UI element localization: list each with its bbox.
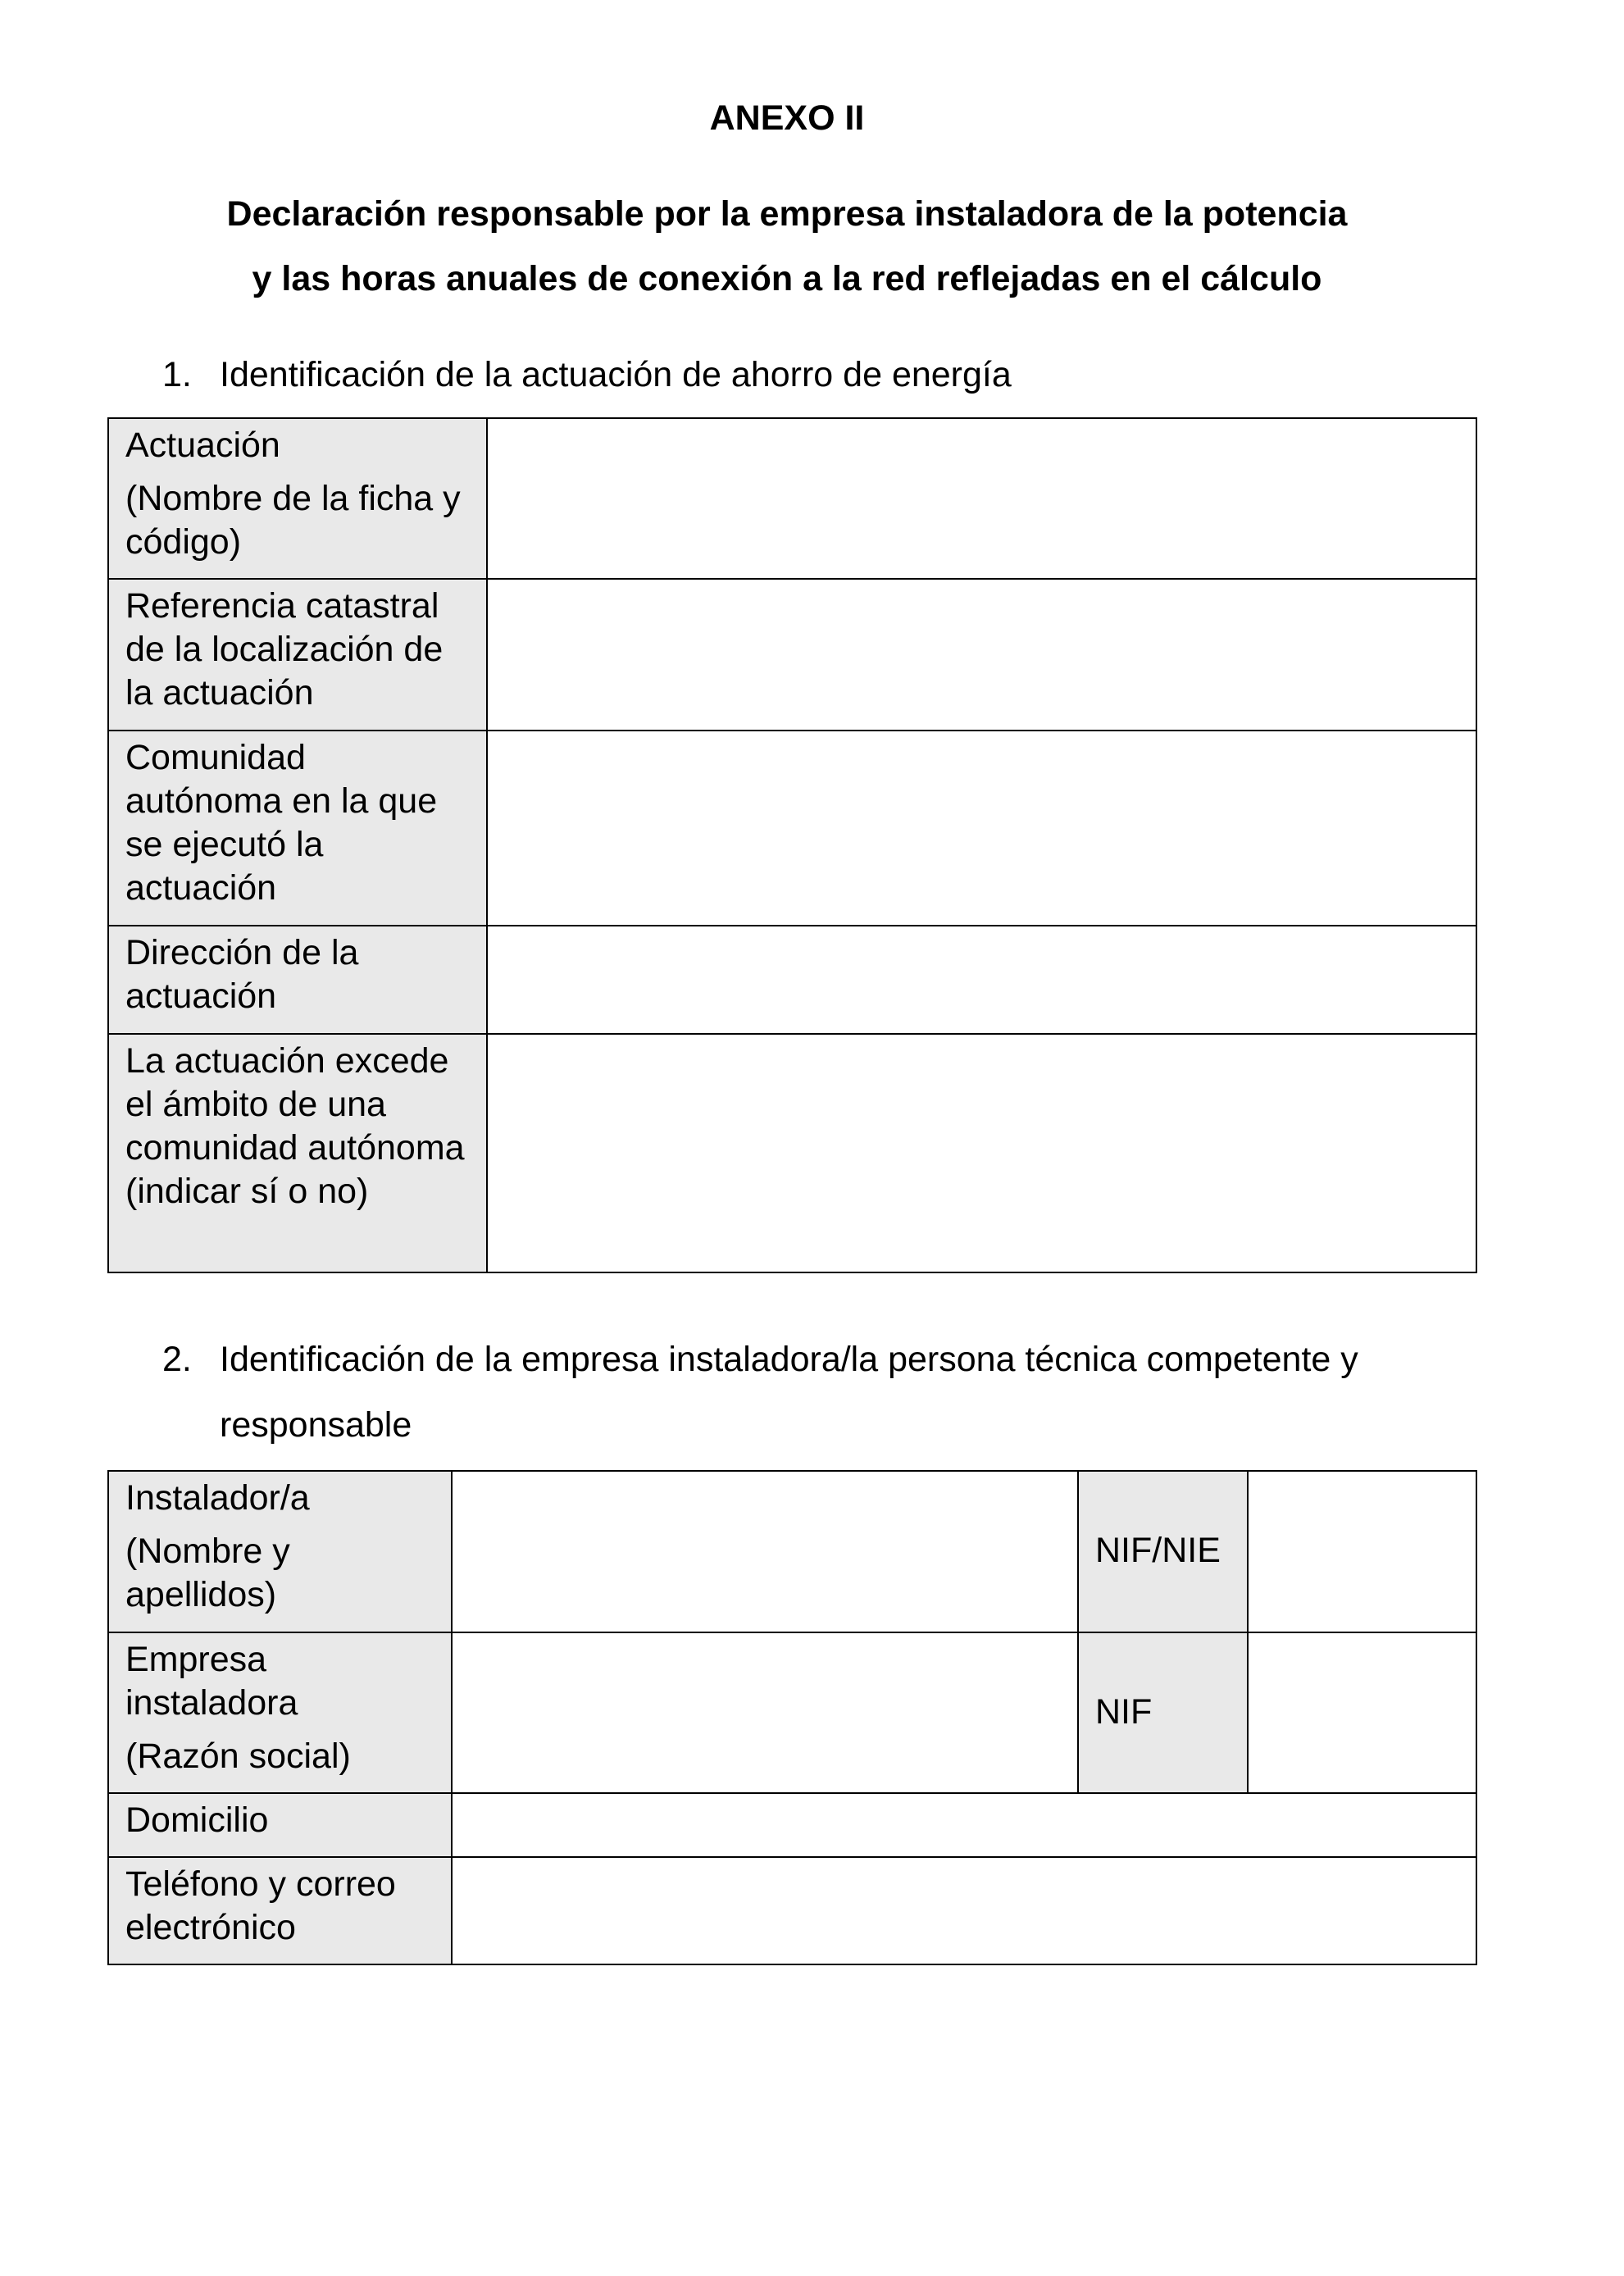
company-name-field[interactable] <box>452 1632 1078 1793</box>
autonomous-community-label: Comunidad autónoma en la que se ejecutó la actuación <box>125 738 438 908</box>
section-1-number: 1. <box>162 355 192 394</box>
cadastral-reference-label-cell <box>108 579 487 731</box>
exceeds-community-field[interactable] <box>487 1034 1476 1272</box>
installer-nif-nie-field[interactable] <box>1248 1471 1476 1632</box>
action-label-note: (Nombre de la ficha y código) <box>125 479 461 562</box>
cadastral-reference-label: Referencia catastral de la localización de la actuación <box>125 586 444 712</box>
address-label-cell <box>108 1793 452 1857</box>
document-subtitle <box>0 182 1574 312</box>
exceeds-community-label-cell <box>108 1034 487 1272</box>
table-row <box>108 1632 1476 1793</box>
section-1-heading <box>162 342 1490 407</box>
installer-identification-table <box>107 1470 1477 1965</box>
subtitle-line-2: y las horas anuales de conexión a la red reflejadas en el cálculo <box>252 259 1322 298</box>
action-label: Actuación <box>125 426 280 465</box>
action-field[interactable] <box>487 418 1476 579</box>
action-address-field[interactable] <box>487 926 1476 1034</box>
action-address-label: Dirección de la actuación <box>125 933 359 1016</box>
section-2-number: 2. <box>162 1340 192 1379</box>
section-2-title-line-2: responsable <box>220 1405 412 1445</box>
action-identification-table <box>107 417 1477 1273</box>
address-label: Domicilio <box>125 1800 269 1840</box>
annex-title: ANEXO II <box>709 98 865 138</box>
address-field[interactable] <box>452 1793 1476 1857</box>
table-row <box>108 1471 1476 1632</box>
table-row <box>108 926 1476 1034</box>
table-row <box>108 579 1476 731</box>
installer-name-label-note: (Nombre y apellidos) <box>125 1532 290 1614</box>
company-label-cell <box>108 1632 452 1793</box>
contact-label-cell <box>108 1857 452 1964</box>
company-label-note: (Razón social) <box>125 1737 351 1776</box>
installer-name-label: Instalador/a <box>125 1478 310 1518</box>
company-nif-label: NIF <box>1078 1632 1248 1793</box>
section-2-heading <box>162 1327 1490 1458</box>
autonomous-community-label-cell <box>108 731 487 926</box>
autonomous-community-field[interactable] <box>487 731 1476 926</box>
section-2-title-line-1: Identificación de la empresa instaladora/la persona técnica competente y <box>220 1340 1358 1379</box>
table-row <box>108 1034 1476 1272</box>
contact-label: Teléfono y correo electrónico <box>125 1864 396 1947</box>
action-address-label-cell <box>108 926 487 1034</box>
section-1-title: Identificación de la actuación de ahorro de energía <box>220 355 1012 394</box>
table-row <box>108 731 1476 926</box>
contact-field[interactable] <box>452 1857 1476 1964</box>
table-row <box>108 1793 1476 1857</box>
subtitle-line-1: Declaración responsable por la empresa instaladora de la potencia <box>226 194 1348 234</box>
cadastral-reference-field[interactable] <box>487 579 1476 731</box>
installer-nif-nie-label: NIF/NIE <box>1078 1471 1248 1632</box>
installer-name-field[interactable] <box>452 1471 1078 1632</box>
action-label-cell <box>108 418 487 579</box>
table-row <box>108 418 1476 579</box>
exceeds-community-label: La actuación excede el ámbito de una comunidad autónoma (indicar sí o no) <box>125 1041 465 1211</box>
installer-name-label-cell <box>108 1471 452 1632</box>
company-nif-field[interactable] <box>1248 1632 1476 1793</box>
company-label: Empresa instaladora <box>125 1640 298 1723</box>
table-row <box>108 1857 1476 1964</box>
